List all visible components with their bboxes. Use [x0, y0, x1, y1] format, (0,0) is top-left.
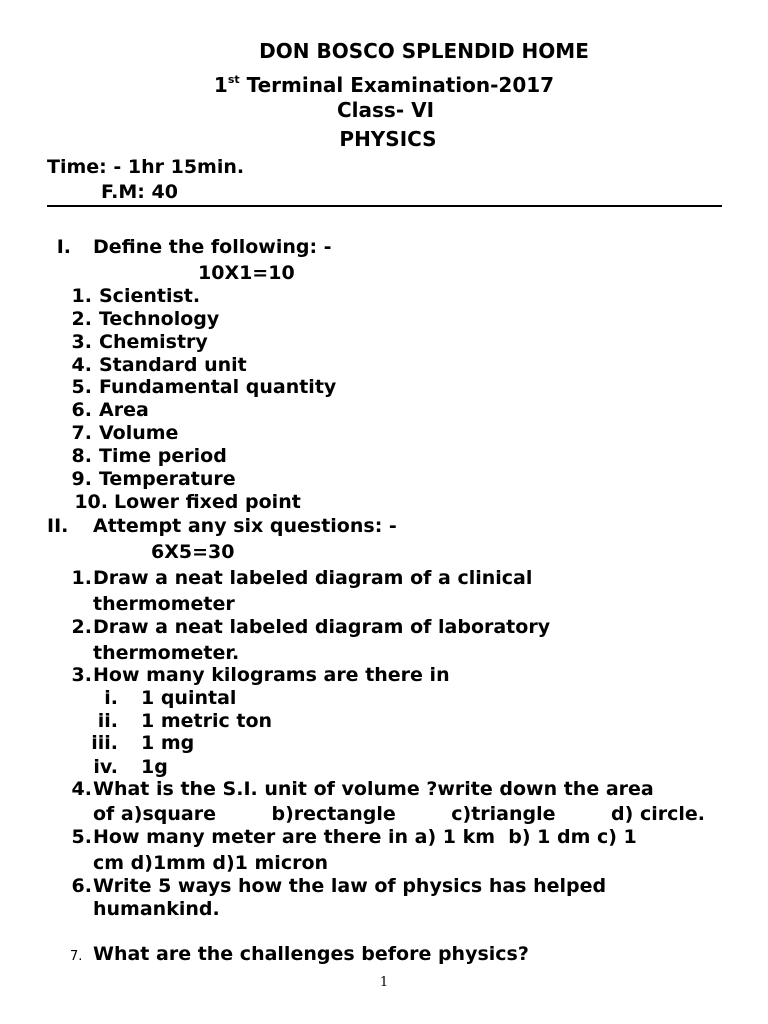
subitem-text: 1 quintal: [141, 687, 237, 709]
question-2-line2: thermometer.: [93, 642, 240, 664]
section2-marks: 6X5=30: [151, 541, 235, 563]
question-6-line1: Write 5 ways how the law of physics has helped: [93, 875, 607, 897]
question-5-line2: cm d)1mm d)1 micron: [93, 852, 329, 874]
exam-title-text: Terminal Examination-2017: [239, 73, 555, 97]
exam-time: Time: - 1hr 15min.: [47, 156, 245, 178]
section2-instruction: Attempt any six questions: -: [93, 515, 397, 537]
section2-roman: II.: [47, 515, 69, 537]
question-1-line1: Draw a neat labeled diagram of a clinical: [93, 567, 533, 589]
question-number: 6.: [71, 875, 92, 897]
section1-marks: 10X1=10: [198, 262, 295, 284]
section1-roman: I.: [56, 236, 71, 258]
question-5-line1: How many meter are there in a) 1 km b) 1 dm c) 1: [93, 826, 637, 848]
exam-title: [0, 68, 768, 97]
header-divider: [47, 205, 722, 207]
exam-ordinal-suffix: st: [227, 73, 240, 86]
page-number: 1: [379, 975, 389, 990]
school-name: DON BOSCO SPLENDID HOME: [259, 39, 589, 63]
question-6-line2: humankind.: [93, 898, 220, 920]
question-2-line1: Draw a neat labeled diagram of laboratory: [93, 616, 551, 638]
subitem-number: i.: [104, 687, 118, 709]
question-3-text: How many kilograms are there in: [93, 664, 450, 686]
question-number: 3.: [71, 664, 92, 686]
option-b: b)rectangle: [271, 803, 396, 825]
section1-instruction: Define the following: -: [93, 236, 332, 258]
question-4-line1: What is the S.I. unit of volume ?write down the area: [93, 778, 654, 800]
class-label: Class- VI: [336, 98, 435, 122]
question-4-line2: [93, 803, 705, 825]
option-c: c)triangle: [451, 803, 556, 825]
question-number: 2.: [71, 616, 92, 638]
subitem-text: 1 mg: [141, 732, 195, 754]
subitem-number: iv.: [93, 756, 118, 778]
subitem-text: 1g: [141, 756, 168, 778]
full-marks: F.M: 40: [101, 181, 178, 203]
subitem-number: iii.: [91, 732, 118, 754]
exam-ordinal: 1: [213, 73, 228, 97]
subitem-text: 1 metric ton: [141, 710, 273, 732]
subitem-number: ii.: [97, 710, 118, 732]
subject-label: PHYSICS: [339, 127, 437, 151]
question-7-text: What are the challenges before physics?: [93, 943, 529, 965]
question-number: 4.: [71, 778, 92, 800]
option-a: of a)square: [93, 803, 216, 825]
question-number: 1.: [71, 567, 92, 589]
question-1-line2: thermometer: [93, 593, 235, 615]
question-number: 5.: [71, 826, 92, 848]
option-d: d) circle.: [611, 803, 705, 825]
question-number: 7.: [70, 949, 83, 964]
